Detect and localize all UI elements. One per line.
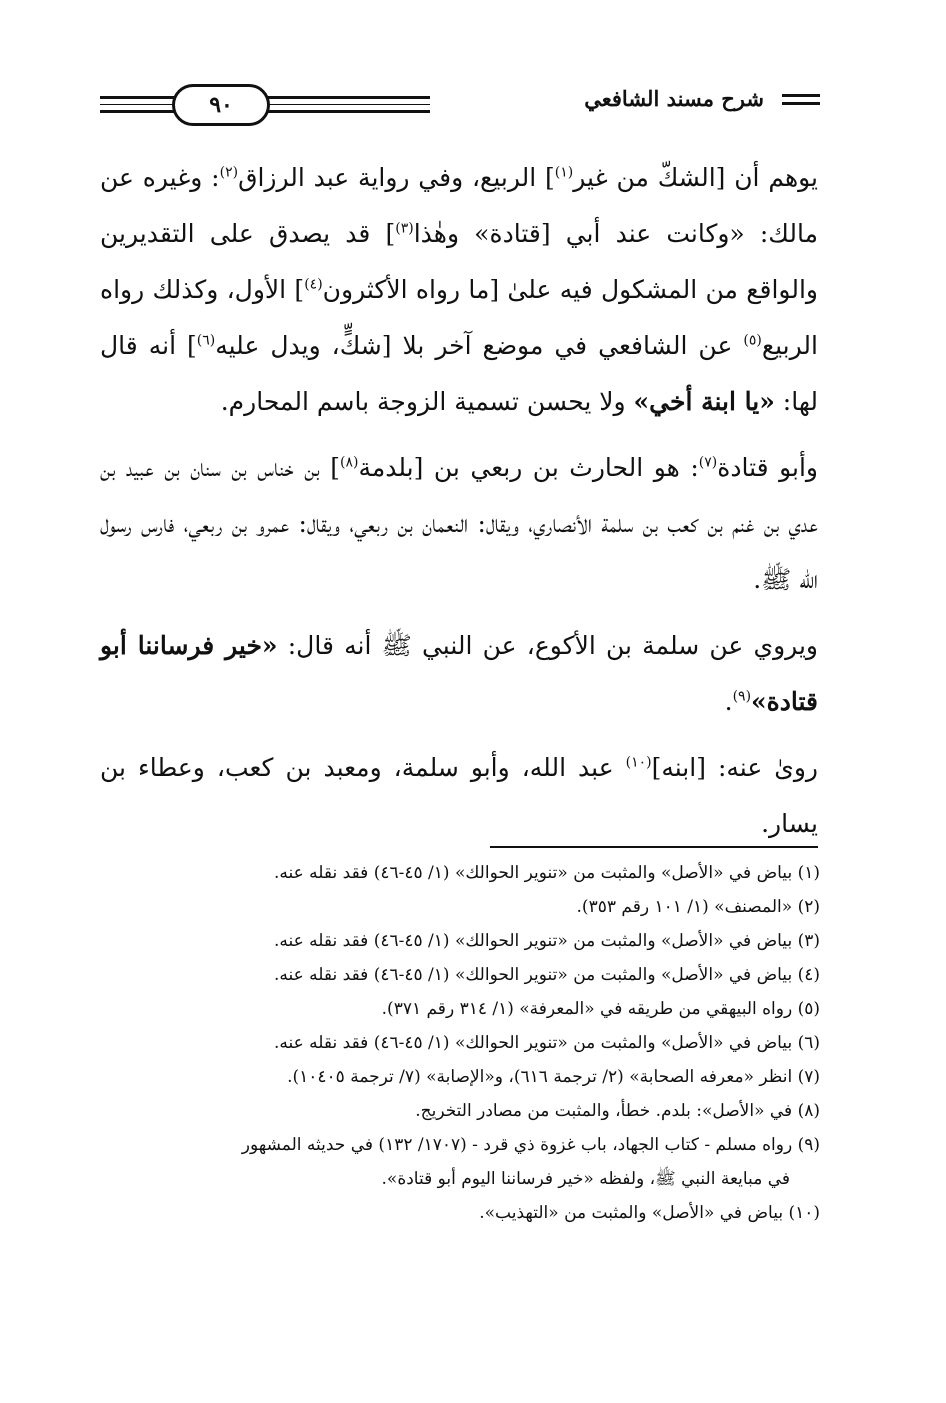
title-ornament [782, 94, 820, 110]
text-run: قال لها: [100, 331, 818, 416]
footnote-ref: (٧) [698, 454, 718, 471]
text-run: عن الشافعي في موضع آخر بلا [شكٍّ، ويدل عليه [215, 331, 744, 360]
footnote-item: (٨) في «الأصل»: بلدم. خطأ، والمثبت من مصادر التخريج. [415, 1101, 820, 1121]
footnote-ref: (٢) [219, 164, 239, 181]
text-run: روىٰ عنه: [ابنه] [651, 753, 818, 782]
text-run: ] الربيع، وفي رواية عبد الرزاق [238, 163, 555, 192]
text-run: ولا يحسن تسمية الزوجة باسم المحارم. [220, 387, 634, 416]
footnote-item: (٦) بياض في «الأصل» والمثبت من «تنوير الحوالك» (١/ ٤٥-٤٦) فقد نقله عنه. [273, 1033, 820, 1053]
main-text [100, 150, 818, 852]
footnote-separator [490, 846, 818, 848]
text-run: ] قد يصدق على التقديرين [100, 219, 396, 248]
paragraph-1 [100, 150, 818, 430]
running-title: شرح مسند الشافعي [576, 86, 772, 111]
footnote-ref: (٦) [196, 332, 216, 349]
text-run: ويروي عن سلمة بن الأكوع، عن النبي ﷺ أنه قال: [277, 631, 818, 660]
text-run: ] بن خناس بن سنان بن عبيد بن عدي بن غنم بن كعب بن سلمة الأنصاري، ويقال: النعمان بن ربعي، ويقال: عمرو بن ربعي، فارس رسول الله ﷺ. [100, 453, 818, 594]
text-run: يوهم أن [الشكّ من غير [573, 163, 819, 192]
footnote-ref: (٩) [732, 688, 752, 705]
paragraph-4 [100, 740, 818, 852]
footnote-item: (٥) رواه البيهقي من طريقه في «المعرفة» (١/ ٣١٤ رقم ٣٧١). [381, 999, 820, 1019]
quoted-hadith: «خير فرساننا أبو قتادة» [100, 631, 818, 716]
text-run: : وغيره [142, 163, 220, 192]
page-number: ٩٠ [172, 84, 270, 126]
text-run: ] أنه [148, 331, 197, 360]
text-run: ] الأول، وكذلك [152, 275, 305, 304]
footnote-item: (٢) «المصنف» (١/ ١٠١ رقم ٣٥٣). [576, 897, 820, 917]
quoted-phrase: «يا ابنة أخي» [633, 387, 775, 416]
footnote-item: (٩) رواه مسلم - كتاب الجهاد، باب غزوة ذي قرد - (١٧٠٧/ ١٣٢) في حديثه المشهور [241, 1135, 820, 1155]
text-run: والواقع من المشكول فيه علىٰ [ما رواه الأكثرون [322, 275, 818, 304]
footnote-ref: (٤) [304, 276, 323, 293]
text-run: عبد الله، وأبو سلمة، ومعبد بن كعب، وعطاء بن يسار. [100, 753, 818, 838]
paragraph-2 [100, 440, 818, 608]
footnote-ref: (٥) [743, 332, 762, 349]
text-run: رواه الربيع [100, 275, 818, 360]
footnote-item: (٤) بياض في «الأصل» والمثبت من «تنوير الحوالك» (١/ ٤٥-٤٦) فقد نقله عنه. [273, 965, 820, 985]
footnote-item: (١٠) بياض في «الأصل» والمثبت من «التهذيب». [479, 1203, 820, 1223]
footnote-item: (١) بياض في «الأصل» والمثبت من «تنوير الحوالك» (١/ ٤٥-٤٦) فقد نقله عنه. [273, 863, 820, 883]
footnote-ref: (٨) [339, 454, 359, 471]
footnote-item: (٣) بياض في «الأصل» والمثبت من «تنوير الحوالك» (١/ ٤٥-٤٦) فقد نقله عنه. [273, 931, 820, 951]
footnote-continuation: في مبايعة النبي ﷺ، ولفظه «خير فرساننا اليوم أبو قتادة». [381, 1169, 790, 1189]
paragraph-3 [100, 618, 818, 730]
text-run: . [724, 687, 733, 716]
text-run: وأبو قتادة [717, 453, 818, 482]
page-header [100, 80, 820, 124]
footnote-item: (٧) انظر «معرفه الصحابة» (٢/ ترجمة ٦١٦)، و«الإصابة» (٧/ ترجمة ١٠٤٠٥). [287, 1067, 820, 1087]
footnote-ref: (١٠) [625, 754, 652, 771]
text-run: عن مالك: «وكانت عند أبي [قتادة» وهٰذا [100, 163, 818, 248]
footnote-ref: (١) [554, 164, 574, 181]
footnote-ref: (٣) [395, 220, 414, 237]
footnotes [100, 856, 820, 1230]
text-run: : هو الحارث بن ربعي بن [بلدمة [358, 453, 699, 482]
